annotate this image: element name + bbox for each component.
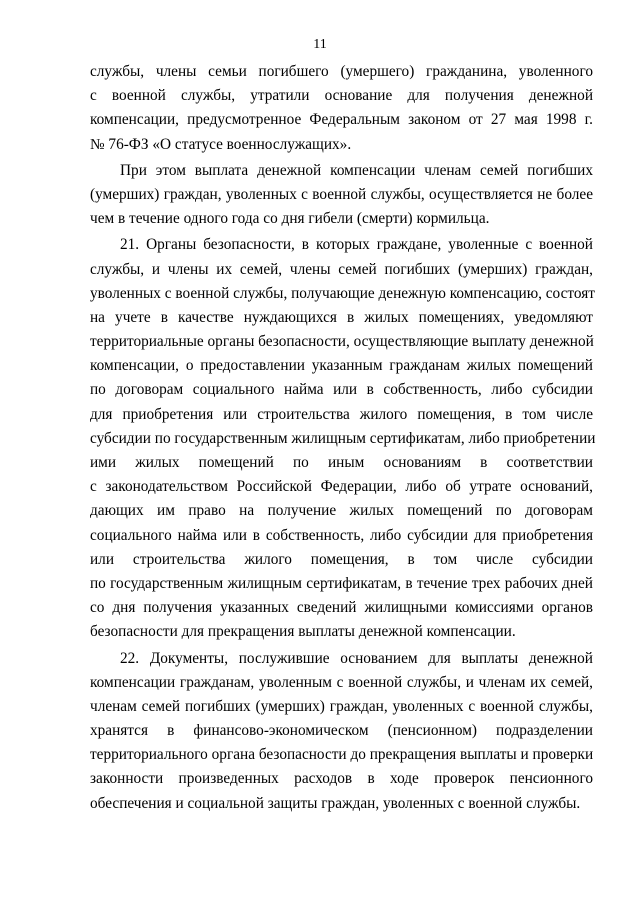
text-line: по договорам социального найма или в собственность, либо субсидии (90, 381, 593, 399)
text-line: При этом выплата денежной компенсации членам семей погибших (120, 161, 593, 179)
text-line: территориальные органы безопасности, осуществляющие выплату денежной (90, 333, 594, 351)
text-line: территориального органа безопасности до прекращения выплаты и проверки (90, 746, 594, 764)
paragraph (90, 60, 593, 157)
text-line: службы, члены семьи погибшего (умершего) гражданина, уволенного (90, 63, 593, 80)
text-line: чем в течение одного года со дня гибели (смерти) кормильца. (90, 210, 490, 228)
text-line: ими жилых помещений по иным основаниям в соответствии (90, 454, 593, 471)
document-body (90, 60, 596, 816)
text-line: компенсации, предусмотренное Федеральным законом от 27 мая 1998 г. (90, 111, 593, 129)
text-line: дающих им право на получение жилых помещений по договорам (90, 502, 593, 520)
text-line: субсидии по государственным жилищным сертификатам, либо приобретении (90, 429, 596, 447)
text-line: со дня получения указанных сведений жилищными комиссиями органов (90, 599, 593, 617)
text-line: 22. Документы, послужившие основанием для выплаты денежной (120, 649, 593, 667)
text-line: обеспечения и социальной защиты граждан, уволенных с военной службы. (90, 794, 581, 812)
text-line: компенсации гражданам, уволенным с военной службы, и членам их семей, (90, 673, 593, 691)
paragraph (90, 159, 593, 232)
text-line: уволенных с военной службы, получающие денежную компенсацию, состоят (90, 284, 595, 302)
text-line: по государственным жилищным сертификатам, в течение трех рабочих дней (90, 574, 593, 592)
text-line: или строительства жилого помещения, в том числе субсидии (90, 550, 593, 568)
text-line: службы, и члены их семей, члены семей погибших (умерших) граждан, (90, 260, 593, 278)
paragraph (90, 647, 593, 816)
text-line: законности произведенных расходов в ходе проверок пенсионного (90, 770, 593, 788)
text-line: членам семей погибших (умерших) граждан, уволенных с военной службы, (90, 697, 593, 715)
text-line: с военной службы, утратили основание для получения денежной (90, 87, 593, 105)
text-line: хранятся в финансово-экономическом (пенсионном) подразделении (90, 722, 593, 740)
text-line: 21. Органы безопасности, в которых граждане, уволенные с военной (120, 236, 593, 254)
page-number: 11 (313, 37, 327, 52)
text-line: компенсации, о предоставлении указанным гражданам жилых помещений (90, 357, 593, 375)
text-line: для приобретения или строительства жилого помещения, в том числе (90, 405, 593, 423)
text-line: безопасности для прекращения выплаты денежной компенсации. (90, 623, 516, 641)
paragraph (90, 233, 596, 644)
text-line: № 76-ФЗ «О статусе военнослужащих». (90, 135, 352, 153)
text-line: (умерших) граждан, уволенных с военной службы, осуществляется не более (90, 185, 593, 203)
text-line: с законодательством Российской Федерации, либо об утрате оснований, (90, 478, 593, 496)
text-line: социального найма или в собственность, либо субсидии для приобретения (90, 526, 593, 544)
text-line: на учете в качестве нуждающихся в жилых помещениях, уведомляют (90, 308, 593, 326)
